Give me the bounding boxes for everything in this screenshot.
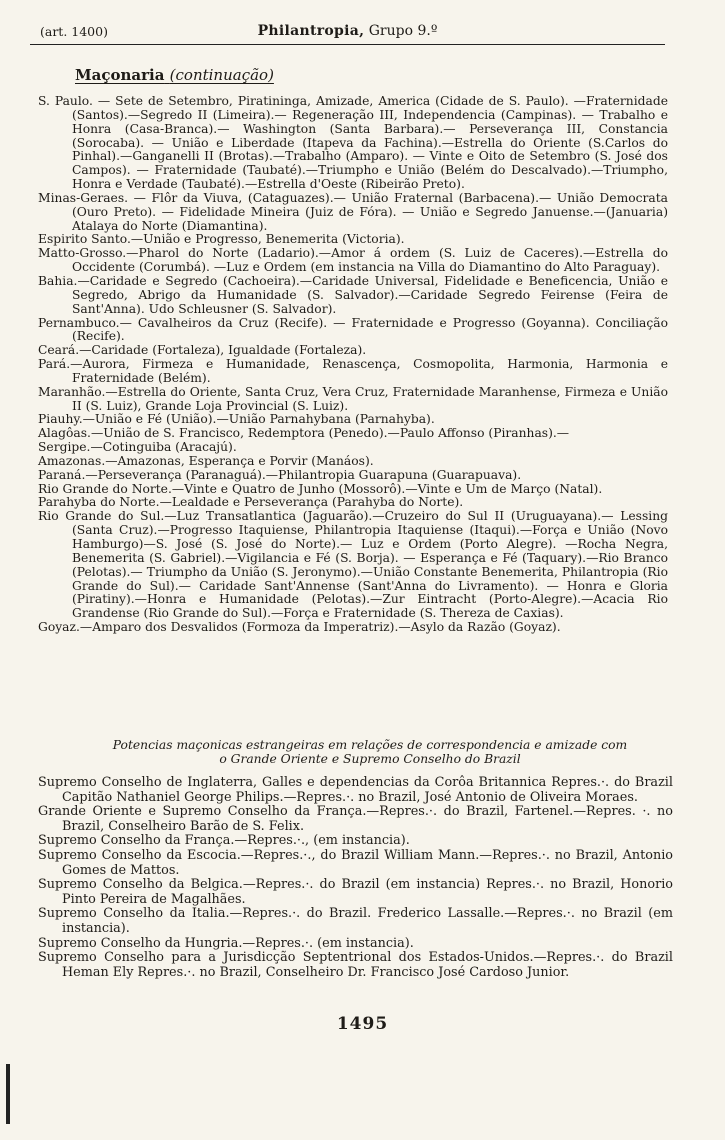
lodge-entry: Minas-Geraes. — Flôr da Viuva, (Cataguazes).— União Fraternal (Barbacena).— União Democrata (Ouro Preto). — Fidelidade Mineira (Juiz de Fóra). — União e Segredo Januense.—(Januaria) Atalaya do Norte (Diamantina).	[38, 190, 668, 233]
running-title-group: Grupo 9.º	[368, 23, 438, 39]
margin-mark	[6, 1064, 10, 1124]
lodge-entry: Paraná.—Perseverança (Paranaguá).—Philantropia Guarapuna (Guarapuava).	[38, 467, 522, 482]
lodge-entry: Pernambuco.— Cavalheiros da Cruz (Recife). — Fraternidade e Progresso (Goyanna). Conciliação (Recife).	[38, 315, 668, 344]
lodge-entry: Ceará.—Caridade (Fortaleza), Igualdade (Fortaleza).	[38, 343, 367, 358]
lodge-entry: Maranhão.—Estrella do Oriente, Santa Cruz, Vera Cruz, Fraternidade Maranhense, Firmeza e União II (S. Luiz), Grande Loja Provincial (S. Luiz).	[38, 384, 668, 413]
section-title	[75, 66, 274, 84]
council-entry: Supremo Conselho para a Jurisdicção Septentrional dos Estados-Unidos.—Repres.·. do Brazil Heman Ely Repres.·. no Brazil, Conselheiro Dr. Francisco José Cardoso Junior.	[38, 950, 673, 980]
lodge-entry: Bahia.—Caridade e Segredo (Cachoeira).—Caridade Universal, Fidelidade e Beneficencia, União e Segredo, Abrigo da Humanidade (S. Salvador).—Caridade Segredo Feirense (Feira de Sant'Anna). Udo Schleusner (S. Salvador).	[38, 273, 668, 316]
council-list	[38, 776, 673, 980]
lodge-entry: Amazonas.—Amazonas, Esperança e Porvir (Manáos).	[38, 453, 374, 468]
lodge-entry: S. Paulo. — Sete de Setembro, Piratininga, Amizade, America (Cidade de S. Paulo). —Fraternidade (Santos).—Segredo II (Limeira).— Regeneração III, Independencia (Campinas). — Trabalho e Honra (Casa-Branca).— Washington (Santa Barbara).— Perseverança III, Constancia (Sorocaba). — União e Liberdade (Itapeva da Fachina).—Estrella do Oriente (S.Carlos do Pinhal).—Ganganelli II (Brotas).—Trabalho (Amparo). — Vinte e Oito de Setembro (S. José dos Campos). — Fraternidade (Taubaté).—Triumpho e União (Belém do Descalvado).—Triumpho, Honra e Verdade (Taubaté).—Estrella d'Oeste (Ribeirão Preto).	[38, 94, 668, 192]
lodge-entry: Rio Grande do Norte.—Vinte e Quatro de Junho (Mossorô).—Vinte e Um de Março (Natal).	[38, 481, 603, 496]
page-number: 1495	[336, 1014, 389, 1034]
running-title-main: Philantropia,	[257, 23, 365, 39]
lodge-entry: Alagôas.—União de S. Francisco, Redemptora (Penedo).—Paulo Affonso (Piranhas).—	[38, 426, 570, 441]
foreign-powers-subheading	[60, 738, 680, 766]
running-header	[30, 22, 665, 45]
lodge-entry: Pará.—Aurora, Firmeza e Humanidade, Renascença, Cosmopolita, Harmonia, Harmonia e Fraternidade (Belém).	[38, 357, 668, 385]
council-entry: Supremo Conselho de Inglaterra, Galles e dependencias da Corôa Britannica Repres.·. do Brazil Capitão Nathaniel George Philips.—Repres.·. no Brazil, José Antonio de Oliveira Moraes.	[38, 775, 673, 805]
lodge-entry: Piauhy.—União e Fé (União).—União Parnahybana (Parnahyba).	[38, 412, 435, 427]
lodge-entry: Goyaz.—Amparo dos Desvalidos (Formoza da Imperatriz).—Asylo da Razão (Goyaz).	[38, 620, 561, 635]
section-title-continuation: (continuação)	[169, 66, 274, 84]
council-entry: Supremo Conselho da França.—Repres.·., (em instancia).	[38, 833, 410, 849]
lodge-entry: Sergipe.—Cotinguiba (Aracajú).	[38, 440, 237, 455]
council-entry: Grande Oriente e Supremo Conselho da França.—Repres.·. do Brazil, Fartenel.—Repres. ·. no Brazil, Conselheiro Barão de S. Felix.	[38, 804, 673, 834]
running-title	[30, 23, 665, 39]
subheading-line: o Grande Oriente e Supremo Conselho do Brazil	[219, 752, 521, 766]
council-entry: Supremo Conselho da Escocia.—Repres.·., do Brazil William Mann.—Repres.·. no Brazil, Antonio Gomes de Mattos.	[38, 847, 673, 878]
lodge-entry: Espirito Santo.—União e Progresso, Benemerita (Victoria).	[38, 232, 405, 247]
lodge-entry: Parahyba do Norte.—Lealdade e Perseverança (Parahyba do Norte).	[38, 495, 464, 510]
lodge-entry: Rio Grande do Sul.—Luz Transatlantica (Jaguarão).—Cruzeiro do Sul II (Uruguayana).— Lessing (Santa Cruz).—Progresso Itaquiense, Philantropia Itaquiense (Itaqui).—Força e União (Novo Hamburgo)—S. José (S. José do Norte).— Luz e Ordem (Porto Alegre). —Rocha Negra, Benemerita (S. Gabriel).—Vigilancia e Fé (S. Borja). — Esperança e Fé (Taquary).—Rio Branco (Pelotas).— Triumpho da União (S. Jeronymo).—União Constante Benemerita, Philantropia (Rio Grande do Sul).— Caridade Sant'Annense (Sant'Anna do Livramento). — Honra e Gloria (Piratiny).—Honra e Humanidade (Pelotas).—Zur Eintracht (Porto-Alegre).—Acacia Rio Grandense (Rio Grande do Sul).—Força e Fraternidade (S. Thereza de Caxias).	[38, 509, 668, 621]
council-entry: Supremo Conselho da Belgica.—Repres.·. do Brazil (em instancia) Repres.·. no Brazil, Honorio Pinto Pereira de Magalhães.	[38, 877, 673, 907]
council-entry: Supremo Conselho da Hungria.—Repres.·. (em instancia).	[38, 935, 414, 951]
article-reference: (art. 1400)	[40, 24, 108, 39]
subheading-line: Potencias maçonicas estrangeiras em relações de correspondencia e amizade com	[112, 738, 628, 752]
lodge-entry: Matto-Grosso.—Pharol do Norte (Ladario).—Amor á ordem (S. Luiz de Caceres).—Estrella do Occidente (Corumbá). —Luz e Ordem (em instancia na Villa do Diamantino do Alto Paraguay).	[38, 246, 668, 275]
council-entry: Supremo Conselho da Italia.—Repres.·. do Brazil. Frederico Lassalle.—Repres.·. no Brazil (em instancia).	[38, 906, 673, 936]
lodge-list	[38, 95, 668, 635]
section-title-main: Maçonaria	[75, 66, 165, 84]
